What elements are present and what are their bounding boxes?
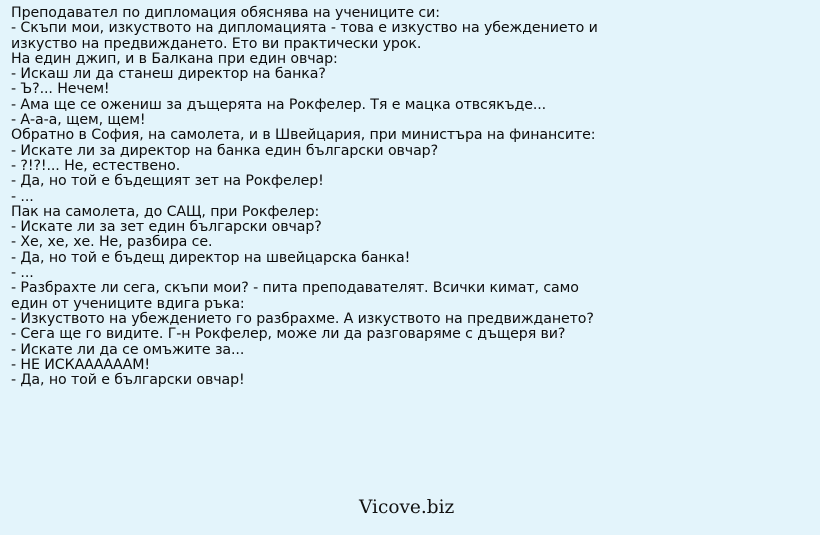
joke-line: - Ъ?... Нечем! [11,81,110,98]
joke-line: - Сега ще го видите. Г-н Рокфелер, може ли да разговаряме с дъщеря ви? [11,326,566,343]
joke-line: - Скъпи мои, изкуството на дипломацията - това е изкуство на убеждението и [11,20,598,37]
joke-line: - Искате ли за зет един български овчар? [11,219,322,236]
joke-line: - Да, но той е бъдещият зет на Рокфелер! [11,173,324,190]
joke-line: - Искате ли да се омъжите за... [11,341,245,358]
joke-line: Пак на самолета, до САЩ, при Рокфелер: [11,203,320,220]
joke-line: - ?!?!... Не, естествено. [11,157,181,174]
joke-line: Обратно в София, на самолета, и в Швейцария, при министъра на финансите: [11,127,596,144]
joke-line: На един джип, и в Балкана при един овчар: [11,50,338,67]
joke-line: - Да, но той е български овчар! [11,372,245,389]
joke-line: - Хе, хе, хе. Не, разбира се. [11,234,213,251]
joke-line: - Ама ще се ожениш за дъщерята на Рокфелер. Тя е мацка отвсякъде... [11,96,547,113]
joke-line: изкуство на предвиждането. Ето ви практически урок. [11,35,422,52]
joke-line: - НЕ ИСКААААААМ! [11,356,150,373]
joke-line: - Изкуството на убеждението го разбрахме. А изкуството на предвиждането? [11,310,594,327]
joke-line: - Да, но той е бъдещ директор на швейцарска банка! [11,249,411,266]
joke-line: - ... [11,265,34,282]
joke-line: - А-а-а, щем, щем! [11,112,146,129]
joke-text [11,6,811,388]
joke-line: - Искаш ли да станеш директор на банка? [11,66,326,83]
joke-line: - Разбрахте ли сега, скъпи мои? - пита преподавателят. Всички кимат, само [11,280,579,297]
site-watermark: Vicove.biz [359,497,455,518]
joke-line: - ... [11,188,34,205]
joke-line: Преподавател по дипломация обяснява на учениците си: [11,5,440,21]
joke-line: - Искате ли за директор на банка един български овчар? [11,142,439,159]
joke-line: един от учениците вдига ръка: [11,295,245,312]
